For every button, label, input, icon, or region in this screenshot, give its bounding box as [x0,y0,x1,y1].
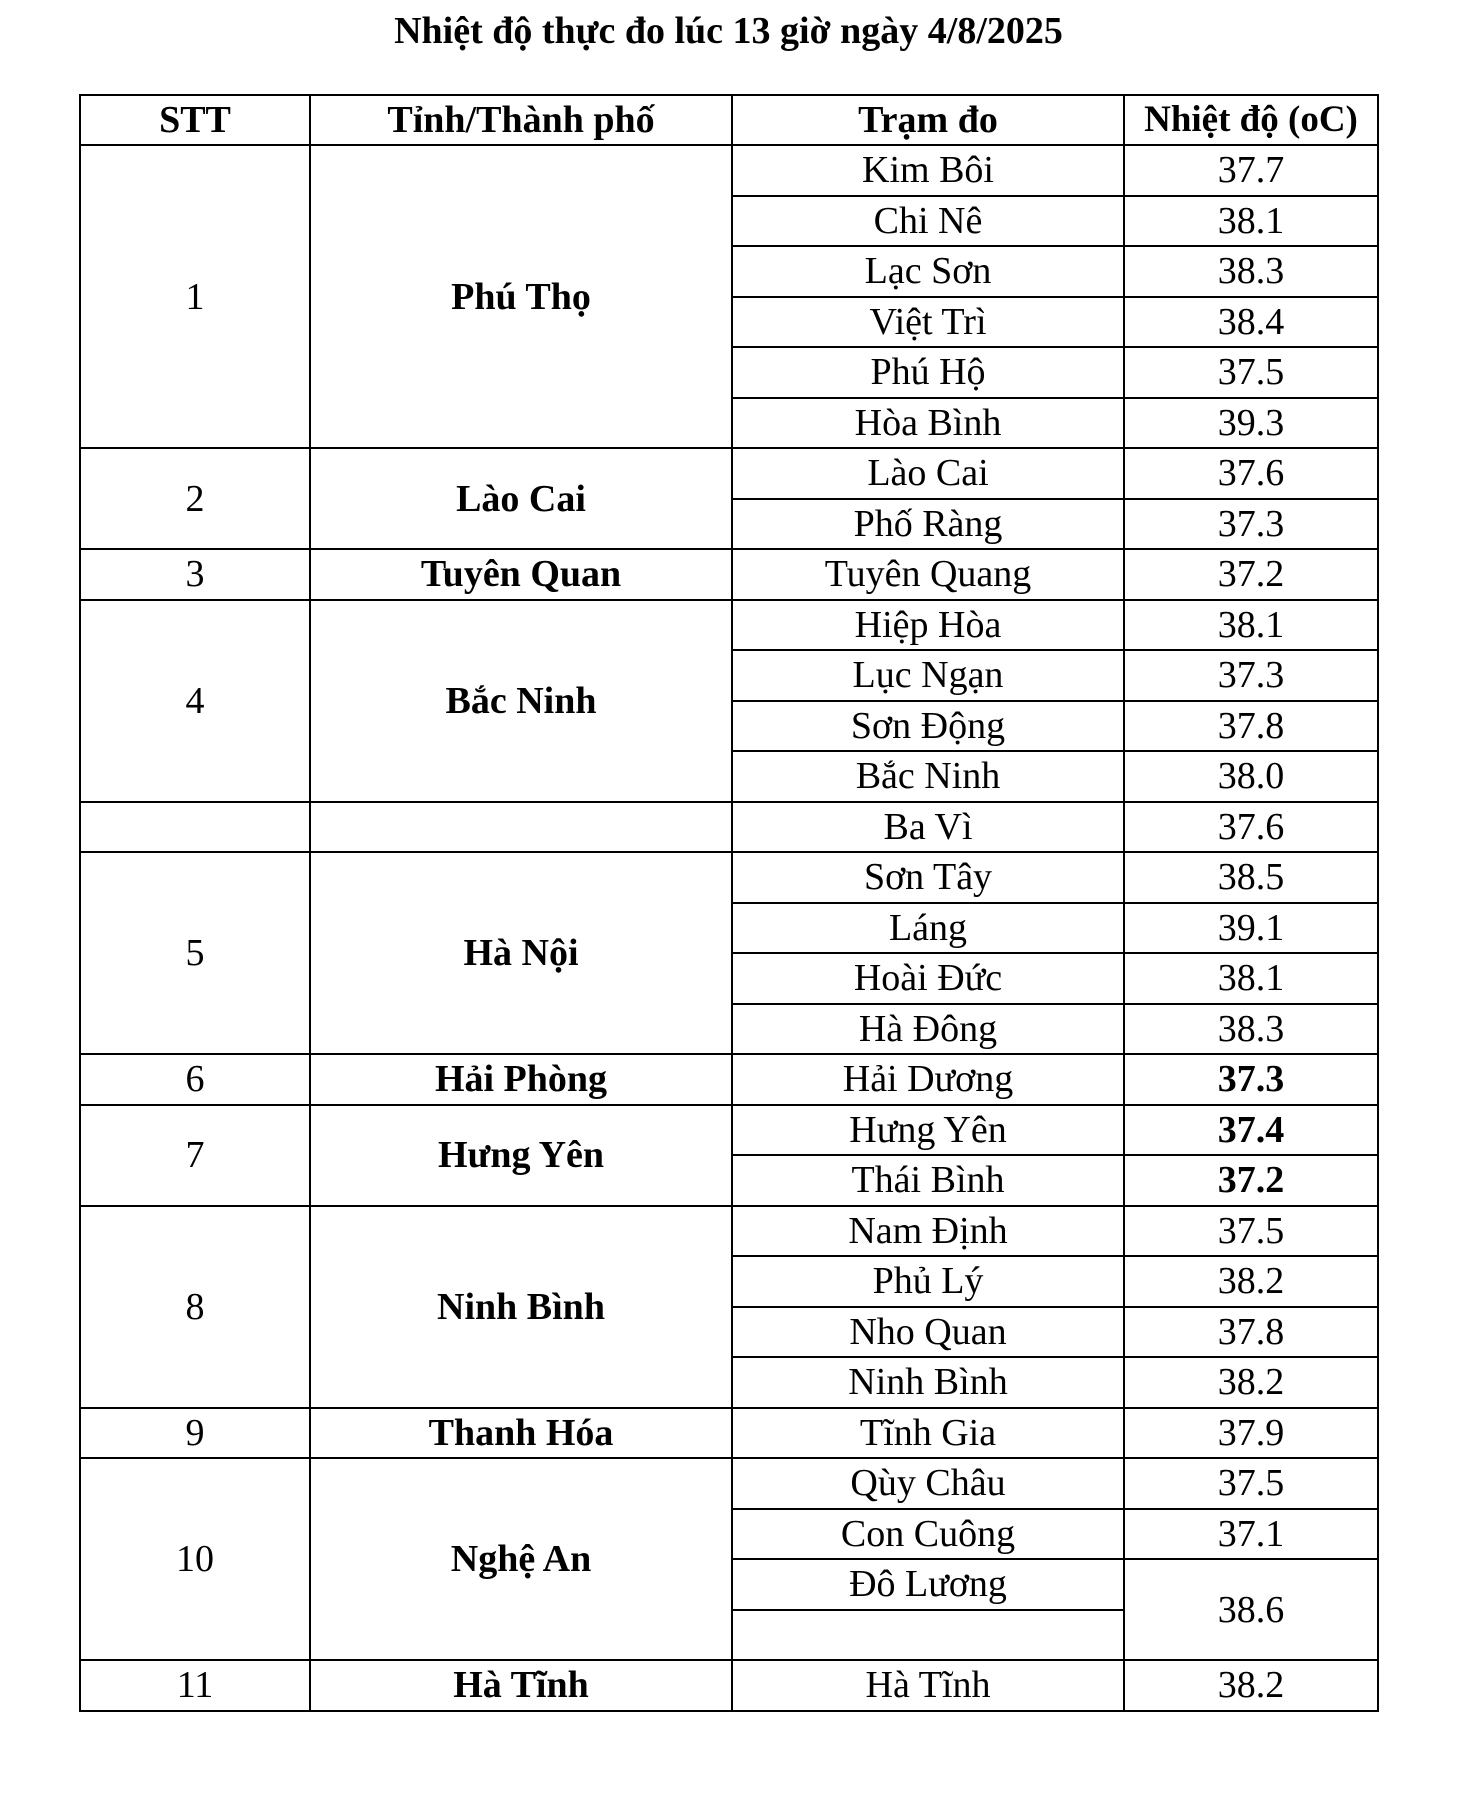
station-cell: Kim Bôi [732,145,1124,196]
temperature-cell: 39.1 [1124,903,1378,954]
temperature-cell: 38.2 [1124,1256,1378,1307]
station-cell: Đô Lương [732,1559,1124,1610]
table-row [80,145,1378,196]
station-cell: Việt Trì [732,297,1124,348]
station-cell: Ninh Bình [732,1357,1124,1408]
temperature-cell: 38.1 [1124,600,1378,651]
province-cell: Lào Cai [310,448,732,549]
page-title: Nhiệt độ thực đo lúc 13 giờ ngày 4/8/2025 [394,10,1063,52]
temperature-cell: 39.3 [1124,398,1378,449]
station-cell: Sơn Động [732,701,1124,752]
temperature-cell: 37.2 [1124,1155,1378,1206]
table-row [80,549,1378,600]
temperature-cell: 38.1 [1124,196,1378,247]
stt-cell: 10 [80,1458,310,1660]
table-row [80,1408,1378,1459]
station-cell: Sơn Tây [732,852,1124,903]
station-cell: Lạc Sơn [732,246,1124,297]
temperature-cell: 38.4 [1124,297,1378,348]
province-cell: Thanh Hóa [310,1408,732,1459]
header-row [80,95,1378,145]
station-cell: Qùy Châu [732,1458,1124,1509]
station-cell: Láng [732,903,1124,954]
table-row [80,448,1378,499]
province-cell: Tuyên Quan [310,549,732,600]
station-cell: Chi Nê [732,196,1124,247]
stt-cell: 5 [80,852,310,1054]
stt-cell: 9 [80,1408,310,1459]
temperature-cell: 37.5 [1124,347,1378,398]
temperature-cell: 38.1 [1124,953,1378,1004]
stt-cell: 6 [80,1054,310,1105]
province-cell: Nghệ An [310,1458,732,1660]
empty-stt-cell [80,802,310,853]
station-cell: Phố Ràng [732,499,1124,550]
province-cell: Hà Tĩnh [310,1660,732,1711]
temperature-cell: 37.5 [1124,1206,1378,1257]
table-row [80,1458,1378,1509]
header-station: Trạm đo [732,95,1124,145]
header-stt: STT [80,95,310,145]
station-cell: Ba Vì [732,802,1124,853]
empty-station-cell [732,1610,1124,1661]
station-cell: Hà Tĩnh [732,1660,1124,1711]
table-row [80,1105,1378,1156]
stt-cell: 8 [80,1206,310,1408]
station-cell: Hà Đông [732,1004,1124,1055]
stt-cell: 11 [80,1660,310,1711]
province-cell: Hà Nội [310,852,732,1054]
stt-cell: 3 [80,549,310,600]
table-row [80,802,1378,853]
station-cell: Thái Bình [732,1155,1124,1206]
temperature-table [79,94,1379,1712]
table-row [80,1054,1378,1105]
temperature-cell: 37.6 [1124,448,1378,499]
temperature-cell: 37.1 [1124,1509,1378,1560]
header-temperature: Nhiệt độ (oC) [1124,95,1378,145]
station-cell: Phú Hộ [732,347,1124,398]
stt-cell: 4 [80,600,310,802]
table-row [80,1206,1378,1257]
temperature-cell: 37.4 [1124,1105,1378,1156]
station-cell: Nam Định [732,1206,1124,1257]
temperature-cell: 38.3 [1124,246,1378,297]
temperature-cell: 38.3 [1124,1004,1378,1055]
province-cell: Hưng Yên [310,1105,732,1206]
station-cell: Hưng Yên [732,1105,1124,1156]
temperature-cell: 37.8 [1124,1307,1378,1358]
station-cell: Hoài Đức [732,953,1124,1004]
temperature-cell: 38.0 [1124,751,1378,802]
temperature-cell: 38.2 [1124,1357,1378,1408]
temperature-cell: 38.2 [1124,1660,1378,1711]
station-cell: Phủ Lý [732,1256,1124,1307]
temperature-cell: 37.7 [1124,145,1378,196]
province-cell: Hải Phòng [310,1054,732,1105]
station-cell: Tĩnh Gia [732,1408,1124,1459]
station-cell: Lào Cai [732,448,1124,499]
province-cell: Bắc Ninh [310,600,732,802]
temperature-cell: 37.3 [1124,1054,1378,1105]
station-cell: Hải Dương [732,1054,1124,1105]
temperature-cell: 37.5 [1124,1458,1378,1509]
header-province: Tỉnh/Thành phố [310,95,732,145]
temperature-cell: 37.2 [1124,549,1378,600]
station-cell: Bắc Ninh [732,751,1124,802]
province-cell: Phú Thọ [310,145,732,448]
temperature-cell: 37.9 [1124,1408,1378,1459]
station-cell: Con Cuông [732,1509,1124,1560]
temperature-cell: 37.3 [1124,650,1378,701]
stt-cell: 7 [80,1105,310,1206]
temperature-cell: 37.8 [1124,701,1378,752]
temperature-cell: 38.6 [1124,1559,1378,1660]
station-cell: Hiệp Hòa [732,600,1124,651]
table-row [80,1660,1378,1711]
province-cell: Ninh Bình [310,1206,732,1408]
stt-cell: 1 [80,145,310,448]
station-cell: Hòa Bình [732,398,1124,449]
table-row [80,600,1378,651]
table-row [80,852,1378,903]
empty-province-cell [310,802,732,853]
station-cell: Nho Quan [732,1307,1124,1358]
station-cell: Tuyên Quang [732,549,1124,600]
stt-cell: 2 [80,448,310,549]
temperature-cell: 37.6 [1124,802,1378,853]
temperature-cell: 37.3 [1124,499,1378,550]
station-cell: Lục Ngạn [732,650,1124,701]
temperature-cell: 38.5 [1124,852,1378,903]
